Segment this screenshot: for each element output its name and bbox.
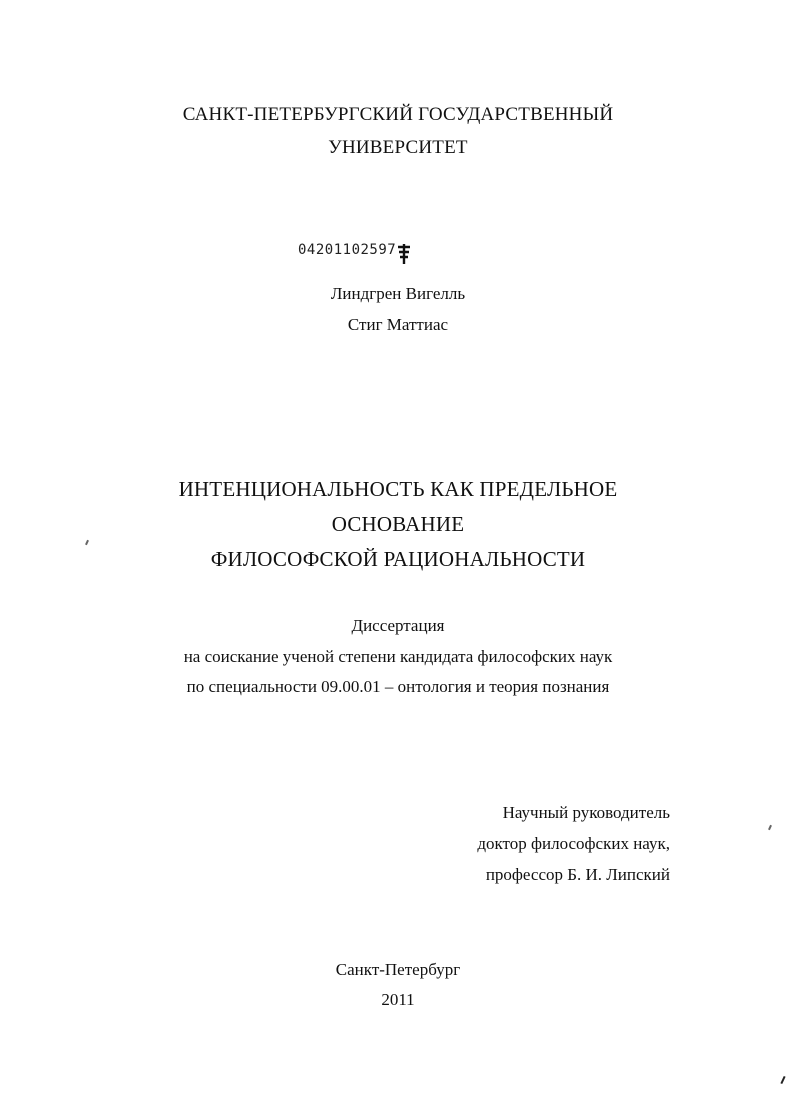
library-stamp-number: 04201102597: [298, 242, 397, 258]
city: Санкт-Петербург: [335, 960, 461, 979]
scan-speck: [85, 540, 89, 545]
thesis-specialty: по специальности 09.00.01 – онтология и теория познания: [186, 677, 610, 696]
stamp-overprint-icon: [397, 243, 411, 265]
year: 2011: [381, 990, 415, 1009]
supervisor-role: Научный руководитель: [502, 803, 670, 822]
scan-speck: [780, 1076, 785, 1084]
thesis-title-line1: ИНТЕНЦИОНАЛЬНОСТЬ КАК ПРЕДЕЛЬНОЕ: [178, 477, 618, 501]
author-given-names: Стиг Маттиас: [347, 315, 449, 334]
thesis-title-line2: ОСНОВАНИЕ: [331, 512, 465, 536]
thesis-degree: на соискание ученой степени кандидата философских наук: [183, 647, 613, 666]
university-name-line1: САНКТ-ПЕТЕРБУРГСКИЙ ГОСУДАРСТВЕННЫЙ: [182, 104, 614, 125]
university-name-line2: УНИВЕРСИТЕТ: [328, 137, 468, 158]
thesis-type: Диссертация: [351, 616, 445, 635]
scan-speck: [768, 825, 772, 830]
supervisor-degree: доктор философских наук,: [477, 834, 670, 853]
author-surname: Линдгрен Вигелль: [330, 284, 466, 303]
thesis-title-line3: ФИЛОСОФСКОЙ РАЦИОНАЛЬНОСТИ: [210, 547, 586, 571]
supervisor-name: профессор Б. И. Липский: [485, 865, 670, 884]
